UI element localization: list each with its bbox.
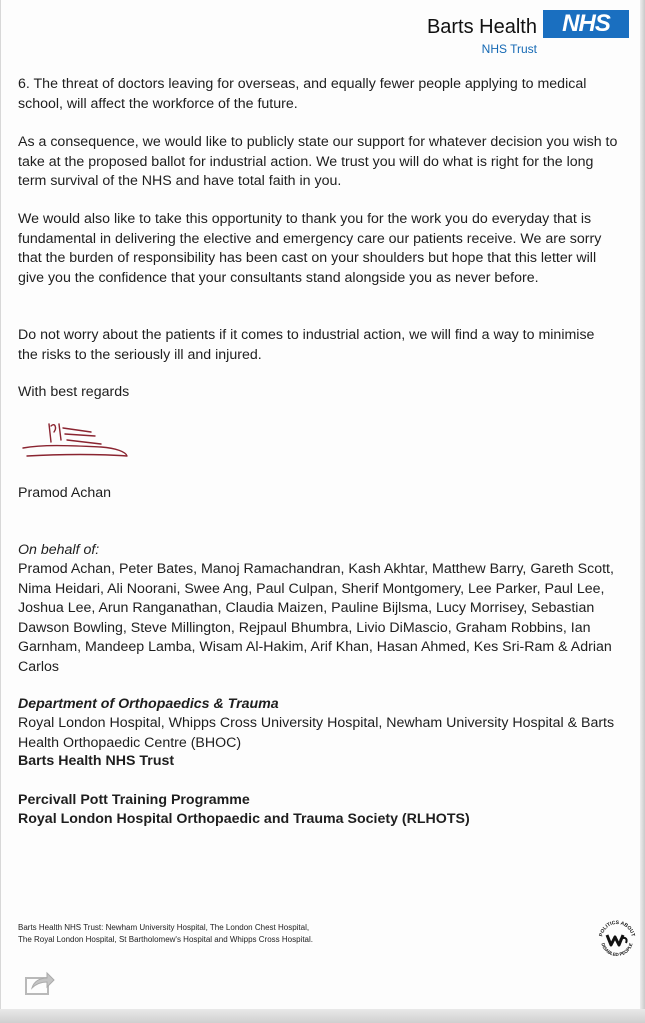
point-6-text: 6. The threat of doctors leaving for overseas, and equally fewer people applying to medical school, will affect the workforce of the future. (18, 76, 587, 112)
signatory-name: Pramod Achan (18, 485, 112, 501)
closing-line: With best regards (18, 384, 130, 400)
on-behalf-label: On behalf of: (18, 542, 100, 558)
thanks-paragraph: We would also like to take this opportunity to thank you for the work you do everyday that is fundamental in delivering the elective and emergency care our patients receive. We are sorry that the burden of responsibility has been cast on your shoulders but hope that this letter will give you the confidence that your consultants stand alongside you as never before. (18, 211, 602, 286)
patients-paragraph: Do not worry about the patients if it comes to industrial action, we will find a way to minimise the risks to the seriously ill and injured. (18, 327, 595, 363)
svg-text:DISABLED PEOPLE (600, 942, 633, 957)
footer-address (18, 922, 313, 946)
support-paragraph: As a consequence, we would like to publicly state our support for whatever decision you wish to take at the proposed ballot for industrial action. We trust you will do what is right for the long term survival of the NHS and have total faith in you. (18, 134, 618, 189)
footer-line-1: Barts Health NHS Trust: Newham University Hospital, The London Chest Hospital, (18, 923, 310, 932)
department-title: Department of Orthopaedics & Trauma (18, 696, 279, 712)
page-edge-bottom (0, 1009, 645, 1023)
department-trust: Barts Health NHS Trust (18, 753, 175, 769)
org-name: Barts Health (426, 16, 537, 38)
on-behalf-names: Pramod Achan, Peter Bates, Manoj Ramachandran, Kash Akhtar, Matthew Barry, Gareth Scott, Nima Heidari, Ali Noorani, Swee Ang, Paul Culpan, Sherif Montgomery, Lee Parker, Paul Lee, Joshua Lee, Arun Ranganathan, Claudia Maizen, Pauline Bijlsma, Lucy Morrisey, Sebastian Dawson Bowling, Steve Millington, Rejpaul Bhumbra, Livio DiMascio, Graham Robbins, Ian Garnham, Mandeep Lamba, Wisam Al-Hakim, Arif Khan, Hasan Ahmed, Kes Sri-Ram & Adrian Carlos (18, 561, 614, 675)
nhs-logo: NHS (543, 10, 629, 38)
programme-line-2: Royal London Hospital Orthopaedic and Trauma Society (RLHOTS) (18, 811, 470, 827)
programme-line-1: Percivall Pott Training Programme (18, 792, 250, 808)
society-seal-icon (596, 918, 638, 960)
handwritten-signature-icon (21, 418, 141, 466)
share-icon[interactable] (25, 970, 55, 996)
seal-bottom-text: DISABLED PEOPLE (600, 942, 634, 958)
svg-text:POLITICS ABOUT (598, 920, 636, 937)
seal-top-text: POLITICS ABOUT (598, 919, 636, 938)
page-edge-right (640, 0, 645, 1023)
department-hospitals: Royal London Hospital, Whipps Cross University Hospital, Newham University Hospital & Barts Health Orthopaedic Centre (BHOC) (18, 715, 615, 751)
trust-name: NHS Trust (481, 42, 537, 56)
footer-line-2: The Royal London Hospital, St Bartholomew's Hospital and Whipps Cross Hospital. (18, 935, 313, 944)
